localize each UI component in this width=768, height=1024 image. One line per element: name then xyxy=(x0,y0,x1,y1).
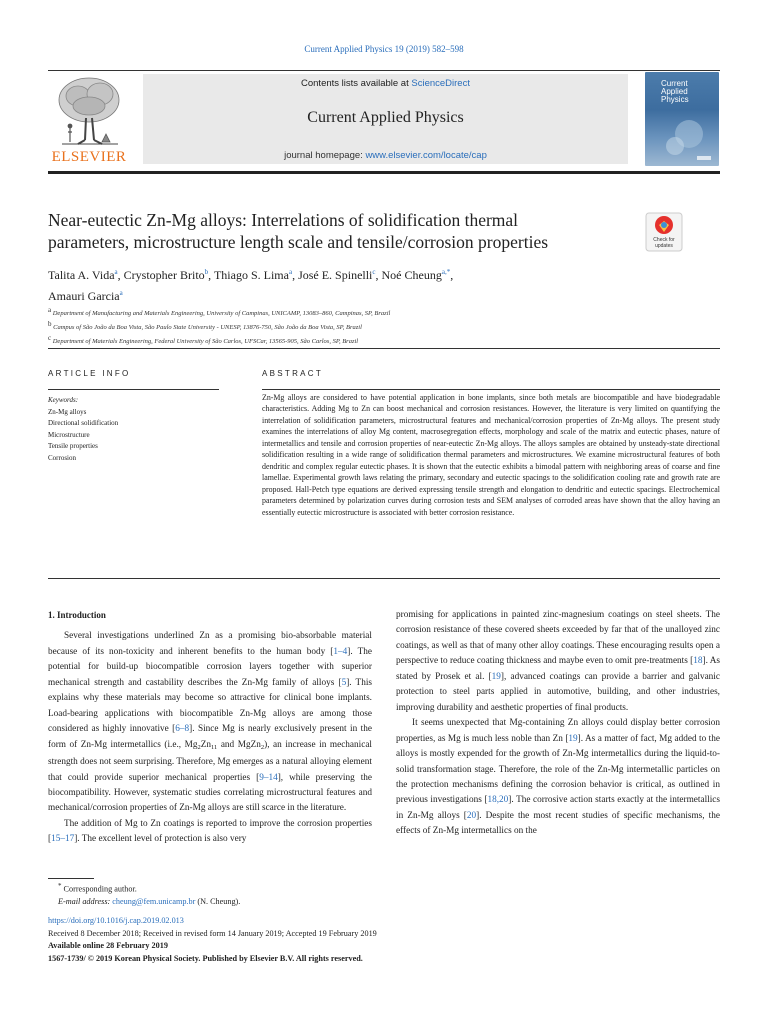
citation-link[interactable]: 18,20 xyxy=(487,795,509,806)
contents-prefix: Contents lists available at xyxy=(301,78,412,89)
elsevier-wordmark: ELSEVIER xyxy=(51,149,127,165)
crossmark-text-1: Check for xyxy=(653,237,675,243)
author-affiliation-mark[interactable]: a xyxy=(288,268,293,276)
affiliation-mark: a xyxy=(48,306,52,314)
contents-line xyxy=(143,78,628,89)
journal-cover-image[interactable] xyxy=(645,72,719,166)
section-heading-introduction: 1. Introduction xyxy=(48,610,106,620)
affiliations xyxy=(48,305,720,347)
email-label: E-mail address: xyxy=(58,897,113,907)
elsevier-logo[interactable] xyxy=(48,74,130,166)
citation-link[interactable]: 15–17 xyxy=(51,834,75,845)
subscript: 11 xyxy=(211,743,218,751)
header-top-rule xyxy=(48,70,720,71)
citation-link[interactable]: 6–8 xyxy=(175,724,190,735)
journal-name: Current Applied Physics xyxy=(307,109,464,126)
author-affiliation-mark[interactable]: a xyxy=(119,289,123,297)
cover-art-icon xyxy=(645,72,719,166)
footnote-rule xyxy=(48,878,94,879)
journal-header-box xyxy=(143,74,628,164)
affiliation-mark: b xyxy=(48,320,52,329)
author-affiliation-mark[interactable]: a xyxy=(114,268,118,276)
abstract-heading: ABSTRACT xyxy=(262,369,324,378)
paragraph: It seems unexpected that Mg-containing Zn alloys could display better corrosion properties, as Mg is much less noble than Zn [19]. As a matter of fact, Mg added to the alloys is mostly expended for the growth of Zn-Mg intermetallics during the liquid-to-solid transformation stage. Therefore, the role of the Zn-Mg intermetallic particles on the protection mechanisms defining the corrosion behavior is critical, as outlined in previous investigations [18,20]. The corrosive action starts exactly at the intermetallics in Zn-Mg alloys [20]. Despite the most recent studies of specific mechanisms, the effects of Zn-Mg intermetallics on the xyxy=(396,718,720,837)
affiliation-text: Campus of São João da Boa Vista, São Paulo State University - UNESP, 13876-750, São João da Boa Vista, SP, Brazil xyxy=(51,324,362,332)
author-name[interactable]: José E. Spinelli xyxy=(298,268,373,282)
keyword: Microstructure xyxy=(48,430,90,439)
crossmark-text-2: updates xyxy=(655,243,673,249)
available-online: Available online 28 February 2019 xyxy=(48,941,168,951)
citation-link[interactable]: 19 xyxy=(491,671,501,682)
cover-title-line-3: Physics xyxy=(661,95,689,104)
article-title-line-1: Near-eutectic Zn-Mg alloys: Interrelations of solidification thermal xyxy=(48,210,519,230)
paragraph: The addition of Mg to Zn coatings is reported to improve the corrosion properties [15–17]. The excellent level of protection is also very xyxy=(48,818,372,845)
paragraph: promising for applications in painted zinc-magnesium coatings on steel sheets. The corrosion resistance of these covered sheets exceeded by far that of the unalloyed zinc coatings, as well as that of many other alloy coatings. These encouraging results open a perspective to reduce coating thickness and maybe even to omit pre-treatments [18]. As stated by Prosek et al. [19], advanced coatings can provide a barrier and galvanic protection to steel parts applied in automotive, building, and other industries, improving durability and aesthetic properties of final products. xyxy=(396,610,720,713)
homepage-prefix: journal homepage: xyxy=(284,150,366,161)
citation-link[interactable]: 9–14 xyxy=(259,772,278,783)
cover-title-line-1: Current xyxy=(661,79,688,88)
affiliations-rule xyxy=(48,348,720,349)
received-dates: Received 8 December 2018; Received in revised form 14 January 2019; Accepted 19 February 2019 xyxy=(48,928,377,938)
crossmark-icon xyxy=(645,212,683,252)
paragraph: Several investigations underlined Zn as a promising bio-absorbable material because of its non-toxicity and inherent benefits to the human body [1–4]. The potential for build-up biocompatible corrosion layers together with superior mechanical strength and castability describes the Zn-Mg family of alloys [5]. This explains why these materials may become so attractive for clinical bone implants. Load-bearing applications with biocompatible Zn-Mg alloys are among those considered as highly innovative [6–8]. Since Mg is nearly exclusively present in the form of Zn-Mg intermetallics (i.e., $Mg_2Zn_{11}$ and MgZn$_2$), an increase in mechanical strength does not seem surprising. Therefore, Mg emerges as a natural alloying element that could provide superior mechanical properties [9–14], while preserving the biocompatibility. However, systematic studies correlating microstructural features and mechanical/corrosion properties of Zn-Mg alloys are still scarce in the literature. xyxy=(48,631,373,814)
citation-link[interactable]: 18 xyxy=(693,656,703,667)
keywords-block xyxy=(48,395,228,465)
keyword: Tensile properties xyxy=(48,442,98,451)
citation-link[interactable]: 1–4 xyxy=(333,646,348,657)
check-for-updates-button[interactable] xyxy=(645,212,683,252)
body-column-left xyxy=(48,608,372,848)
keyword: Corrosion xyxy=(48,453,76,462)
abstract-rule xyxy=(262,389,720,390)
abstract-text: Zn-Mg alloys are considered to have potential application in bone implants, since both metals are biocompatible and have biodegradable characteristics. Adding Mg to Zn can boost mechanical and corrosion resistances. However, the literature is very limited on quantifying the interrelation of solidification parameters, microstructural features and mechanical/corrosion properties of Zn-Mg alloys. The present study examines the interrelations of alloy Mg content, macrosegregation effects, morphology and scale of the matrix and eutectic phases, nature of intermetallics and tensile and corrosion properties of near-eutectic Zn-Mg alloys. The alloys samples are obtained by unsteady-state directional solidification resulting in a wide range of solidification thermal parameters and microstructures. We examine microstructural features of both dendritic and complex regular eutectic phases. It is shown that the eutectic exhibits a bimodal pattern with neighboring areas of coarse and fine lamellae. Experimental growth laws relating the primary, secondary and eutectic spacings to the solidification cooling rate and growth rate are proposed. Hall-Petch type equations are derived expressing tensile strength and elongation to dendritic and eutectic spacings. Electrochemical parameters determined by polarization curves during corrosion tests and SEM analyses of corroded areas have shown that the alloy having an essentially eutectic microstructure is associated with better corrosion resistance. xyxy=(262,393,720,517)
elsevier-tree-icon xyxy=(48,74,130,148)
email-note xyxy=(48,896,720,909)
citation-link[interactable]: 19 xyxy=(568,733,578,744)
email-link[interactable]: cheung@fem.unicamp.br xyxy=(112,897,196,907)
keyword: Directional solidification xyxy=(48,419,119,428)
author-name[interactable]: Crystopher Brito xyxy=(123,268,205,282)
author-affiliation-mark[interactable]: a,* xyxy=(441,268,451,276)
header-bottom-rule xyxy=(48,171,720,174)
footnotes xyxy=(48,880,720,965)
keywords-label: Keywords: xyxy=(48,396,79,404)
email-suffix: (N. Cheung). xyxy=(195,897,241,907)
author-affiliation-mark[interactable]: c xyxy=(372,268,376,276)
article-info-heading: ARTICLE INFO xyxy=(48,369,131,378)
journal-homepage-line xyxy=(143,150,628,161)
journal-homepage-link[interactable]: www.elsevier.com/locate/cap xyxy=(365,150,487,161)
keywords-list xyxy=(48,407,228,465)
corresponding-author-note: * Corresponding author. xyxy=(58,882,137,894)
citation-link[interactable]: 5 xyxy=(341,677,347,688)
affiliation-text: Department of Manufacturing and Materials Engineering, University of Campinas, UNICAMP, 13083–860, Campinas, SP, Brazil xyxy=(51,310,391,318)
affiliation-mark: c xyxy=(48,334,52,343)
citation-link[interactable]: 20 xyxy=(466,810,477,821)
cover-title-line-2: Applied xyxy=(661,87,688,96)
journal-reference[interactable]: Current Applied Physics 19 (2019) 582–598 xyxy=(304,44,464,54)
article-title-line-2: parameters, microstructure length scale and tensile/corrosion properties xyxy=(48,232,549,252)
affiliation xyxy=(48,319,720,333)
sciencedirect-link[interactable]: ScienceDirect xyxy=(411,78,470,89)
copyright-line: 1567-1739/ © 2019 Korean Physical Society. Published by Elsevier B.V. All rights reserved. xyxy=(48,953,363,963)
abstract-bottom-rule xyxy=(48,578,720,579)
author-list: Talita A. Vida$^a$, Crystopher Brito$^b$, Thiago S. Lima$^a$, José E. Spinelli$^c$, Noé Cheung$^{a,*}$, Amauri Garcia$^a$ xyxy=(48,268,454,303)
author-name[interactable]: Thiago S. Lima xyxy=(213,268,289,282)
article-title xyxy=(48,209,618,253)
doi-link[interactable]: https://doi.org/10.1016/j.cap.2019.02.013 xyxy=(48,915,184,925)
author-affiliation-mark[interactable]: b xyxy=(204,268,209,276)
author-name[interactable]: Amauri Garcia xyxy=(48,289,120,303)
subscript: 2 xyxy=(260,743,265,751)
affiliation xyxy=(48,333,720,347)
body-column-right xyxy=(396,608,720,840)
article-info-rule xyxy=(48,389,219,390)
keyword: Zn-Mg alloys xyxy=(48,407,87,416)
affiliation xyxy=(48,305,720,319)
affiliation-text: Department of Materials Engineering, Federal University of São Carlos, UFSCar, 13565-905, São Carlos, SP, Brazil xyxy=(51,338,359,346)
subscript: 2 xyxy=(197,743,201,751)
author-name[interactable]: Talita A. Vida xyxy=(48,268,115,282)
corresponding-author-text: Corresponding author. xyxy=(63,884,137,894)
author-name[interactable]: Noé Cheung xyxy=(381,268,442,282)
